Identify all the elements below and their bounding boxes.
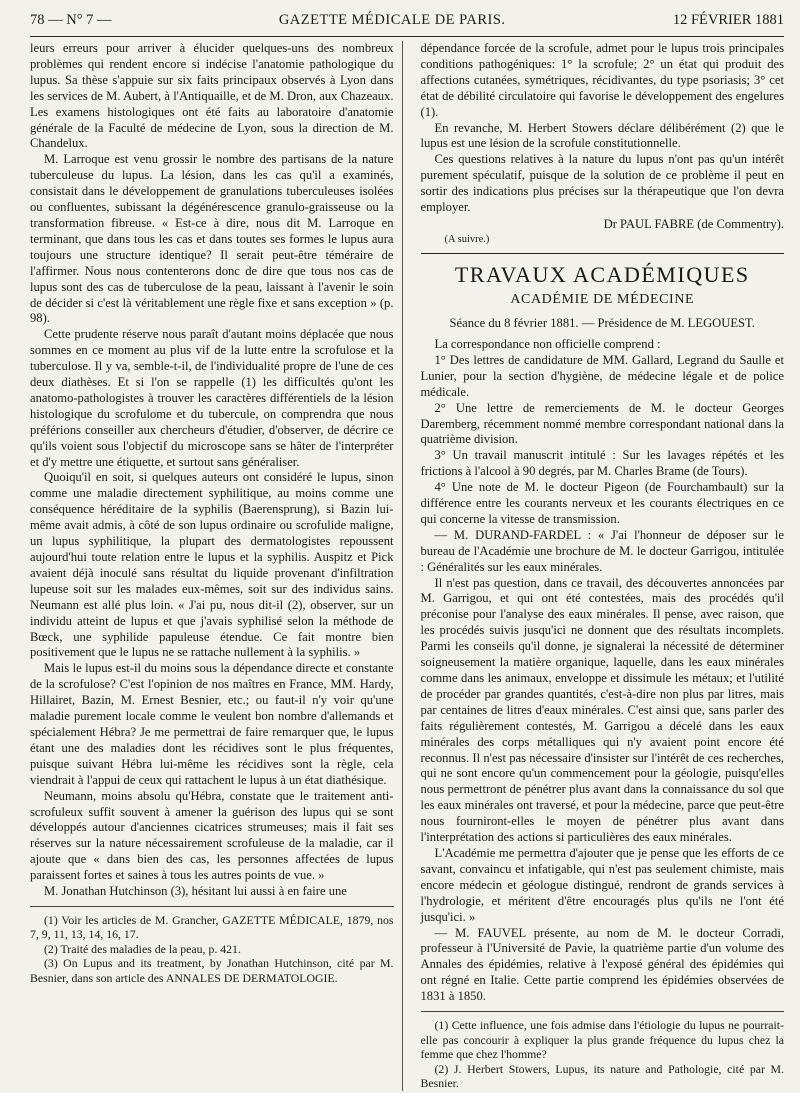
columns: [30, 41, 784, 1091]
paragraph: leurs erreurs pour arriver à élucider quelques-uns des nombreux problèmes qui rendent encore si indécise l'anatomie pathologique du lupus. Sa thèse s'appuie sur six faits principaux observés à Lyon dans les services de M. Aubert, à l'Antiquaille, et de M. Dron, aux Chazeaux. Les examens histologiques ont été faits au laboratoire d'anatomie générale de la Faculté de médecine de Lyon, sous la direction de M. Chandelux.: [30, 41, 394, 151]
footnote: (2) Traité des maladies de la peau, p. 421.: [44, 941, 241, 956]
footnote: (1) Voir les articles de M. Grancher, GAZETTE MÉDICALE, 1879, nos 7, 9, 11, 13, 14, 16, 17.: [30, 912, 394, 942]
paragraph: — M. DURAND-FARDEL : « J'ai l'honneur de déposer sur le bureau de l'Académie une brochure de M. le docteur Garrigou, intitulée : Généralités sur les eaux minérales.: [420, 527, 784, 574]
paragraph: L'Académie me permettra d'ajouter que je pense que les efforts de ce savant, convaincu et infatigable, qui n'est pas seulement chimiste, mais encore médecin et géologue distingué, rendront de grands services à l'hydrologie, et méritent d'être encouragés plus qu'ils ne l'ont été jusqu'ici. »: [420, 845, 784, 924]
paragraph: Quoiqu'il en soit, si quelques auteurs ont considéré le lupus, sinon comme une maladie directement syphilitique, au moins comme une conséquence héréditaire de la syphilis (Baerensprung), si Bazin lui-même avait admis, à côté de son lupus ordinaire ou scrofulide maligne, un lupus syphilitique, la plupart des dermatologistes repoussent aujourd'hui toute relation entre le lupus et la syphilis. Auspitz et Pick avaient déjà inoculé sans résultat du liquide provenant d'infiltration lupeuse soit sur les malades eux-mêmes, soit sur des individus sains. Neumann est allé plus loin. « J'ai pu, nous dit-il (2), observer, sur un individu atteint de lupus et que j'avais syphilisé selon la méthode de Bœck, une syphilide papuleuse étendue. Ce fait montre bien positivement que le lupus ne se rattache nullement à la syphilis. »: [30, 470, 394, 660]
page-number: 78 — N° 7 —: [30, 12, 112, 28]
paragraph: M. Larroque est venu grossir le nombre des partisans de la nature tuberculeuse du lupus. La lésion, dans les cas qu'il a examinés, consistait dans le développement de granulations tuberculeuses isolées ou confluentes, subissant la dégénérescence granulo-graisseuse ou la transformation fibreuse. « Est-ce à dire, nous dit M. Larroque en terminant, que dans tous les cas et dans toutes ses formes le lupus aura toujours une structure identique? Il serait peut-être téméraire de l'affirmer. Nous nous contenterons donc de dire que tous nos cas de lupus sont des cas de tuberculose de la peau, laissant à l'avenir le soin de décider si c'est là véritablement une règle fixe et sans exception » (p. 98).: [30, 152, 394, 326]
paragraph: Mais le lupus est-il du moins sous la dépendance directe et constante de la scrofulose? C'est l'opinion de nos maîtres en France, MM. Hardy, Hillairet, Bazin, M. Ernest Besnier, etc.; ou faut-il n'y voir qu'une maladie purement locale comme le veulent bon nombre d'allemands et spécialement Hébra? Je me permettrai de faire remarquer que, le lupus étant une des maladies dont les récidives sont le plus fréquentes, puisque suivant Hébra lui-même les récidives sont la règle, cela viendrait à l'appui de ceux qui rattachent le lupus à un état diathésique.: [30, 661, 394, 787]
journal-title: GAZETTE MÉDICALE DE PARIS.: [278, 12, 506, 28]
footnote: (1) Cette influence, une fois admise dans l'étiologie du lupus ne pourrait-elle pas concourir à expliquer la plus grande fréquence du lupus chez la femme que chez l'homme?: [420, 1018, 784, 1062]
paragraph: En revanche, M. Herbert Stowers déclare délibérément (2) que le lupus est une lésion de la scrofule constitutionnelle.: [420, 120, 784, 151]
paragraph: 3° Un travail manuscrit intitulé : Sur les lavages répétés et les frictions à l'alcool à 90 degrés, par M. Charles Brame (de Tours).: [420, 448, 784, 479]
left-column: [30, 41, 403, 1091]
subsection-title: ACADÉMIE DE MÉDECINE: [510, 291, 695, 307]
footnote: (2) J. Herbert Stowers, Lupus, its nature and Pathologie, cité par M. Besnier.: [420, 1061, 784, 1091]
paragraph: M. Jonathan Hutchinson (3), hésitant lui aussi à en faire une: [44, 884, 347, 899]
footnote: (3) On Lupus and its treatment, by Jonathan Hutchinson, cité par M. Besnier, dans son article des ANNALES DE DERMATOLOGIE.: [30, 956, 394, 985]
paragraph: 2° Une lettre de remerciements de M. le docteur Georges Daremberg, récemment nommé membre correspondant national dans la quatrième division.: [420, 400, 784, 447]
paragraph: Cette prudente réserve nous paraît d'autant moins déplacée que nous sommes en ce moment au plus vif de la lutte entre la scrofulose et la tuberculose. Il y va, semble-t-il, de l'individualité propre de l'une de ces deux diathèses. Et si l'on se rappelle (1) les difficultés qu'ont les anatomo-pathologistes à trouver les caractères différentiels de la lésion histologique du scrofulome et du tubercule, on comprendra que nous préférions conseiller aux chercheurs d'étudier, d'observer, de décrire ce qu'ils voient sous l'objectif du microscope sans se hâter de l'interpréter et d'y mettre une étiquette, et surtout sans généraliser.: [30, 327, 394, 469]
paragraph: Il n'est pas question, dans ce travail, des découvertes annoncées par M. Garrigou, et qui ont été contestées, mais des procédés qu'il préconise pour l'analyse des eaux minérales. Il pense, avec raison, que les procédés suivis jusqu'ici ne donnent que des résultats incomplets. Parmi les conseils qu'il donne, je signalerai la nécessité de déterminer soigneusement la matière organique, laquelle, dans les eaux minérales comme dans les animaux, enveloppe et dissimule les métaux; et l'utilité de procéder par grandes quantités, c'est-à-dire non plus par litres, mais par centaines de litres d'eaux minérales. C'est ainsi que, sans parler des faits régulièrement contestés, M. Garrigou a décelé dans les eaux minérales des corps métalliques qui n'y avaient point encore été reconnus. Il n'est pas nécessaire d'insister sur l'intérêt de ces recherches, qui ne sont encore qu'un commencement pour la géologie, puisqu'elles nous permettront de pénétrer plus avant dans la connaissance du sol que les eaux minérales ont traversé, et pour la médecine, parce que peut-être nous fourniront-elles le moyen de pénétrer plus avant dans l'interprétation des actions si particulières des eaux minérales.: [420, 575, 784, 845]
author-signature: Dr PAUL FABRE (de Commentry).: [603, 216, 784, 231]
paragraph: dépendance forcée de la scrofule, admet pour le lupus trois principales conditions pathogéniques: 1° la scrofule; 2° un état qui produit des affections cutanées, symétriques, récidivantes, du type psoriasis; 3° cet état de débilité circulatoire qui favorise le développement des engelures (1).: [420, 41, 784, 119]
running-head: [30, 12, 784, 37]
paragraph: 1° Des lettres de candidature de MM. Gallard, Legrand du Saulle et Lunier, pour la section d'hygiène, de médecine légale et de police médicale.: [420, 352, 784, 399]
paragraph: La correspondance non officielle comprend :: [434, 336, 661, 351]
to-be-continued: (A suivre.): [444, 233, 490, 245]
section-title: TRAVAUX ACADÉMIQUES: [454, 261, 750, 287]
paragraph: Neumann, moins absolu qu'Hébra, constate que le traitement anti-scrofuleux suffit souvent à amener la guérison des lupus qui se sont développés autour d'anciennes cicatrices strumeuses; mais il fait ses réserves sur la nature nécessairement scrofuleuse de la maladie, car il ajoute que « dans bien des cas, les personnes affectées de lupus paraissent fortes et saines à tous les autres points de vue. »: [30, 788, 394, 883]
session-line: Séance du 8 février 1881. — Présidence de M. LEGOUEST.: [449, 315, 755, 330]
paragraph: 4° Une note de M. le docteur Pigeon (de Fourchambault) sur la différence entre les courants nerveux et les courants électriques en ce qui concerne la vitesse de transmission.: [420, 480, 784, 526]
right-column: [421, 41, 785, 1091]
paragraph: — M. FAUVEL présente, au nom de M. le docteur Corradi, professeur à l'Université de Pavie, la quatrième partie d'un volume des Annales des épidémies, relative à l'exposé général des épidémies qui ont régné en Italie. Cette partie comprend les épidémies observées de 1831 à 1850.: [420, 925, 784, 1004]
paragraph: Ces questions relatives à la nature du lupus n'ont pas qu'un intérêt purement spéculatif, puisque de la solution de ce problème il peut en sortir des indications plus précises sur la thérapeutique que l'on devra employer.: [420, 152, 784, 215]
issue-date: 12 FÉVRIER 1881: [672, 12, 784, 28]
left-footnotes: [30, 906, 394, 986]
right-footnotes: [421, 1011, 785, 1091]
section-divider: [421, 253, 785, 254]
